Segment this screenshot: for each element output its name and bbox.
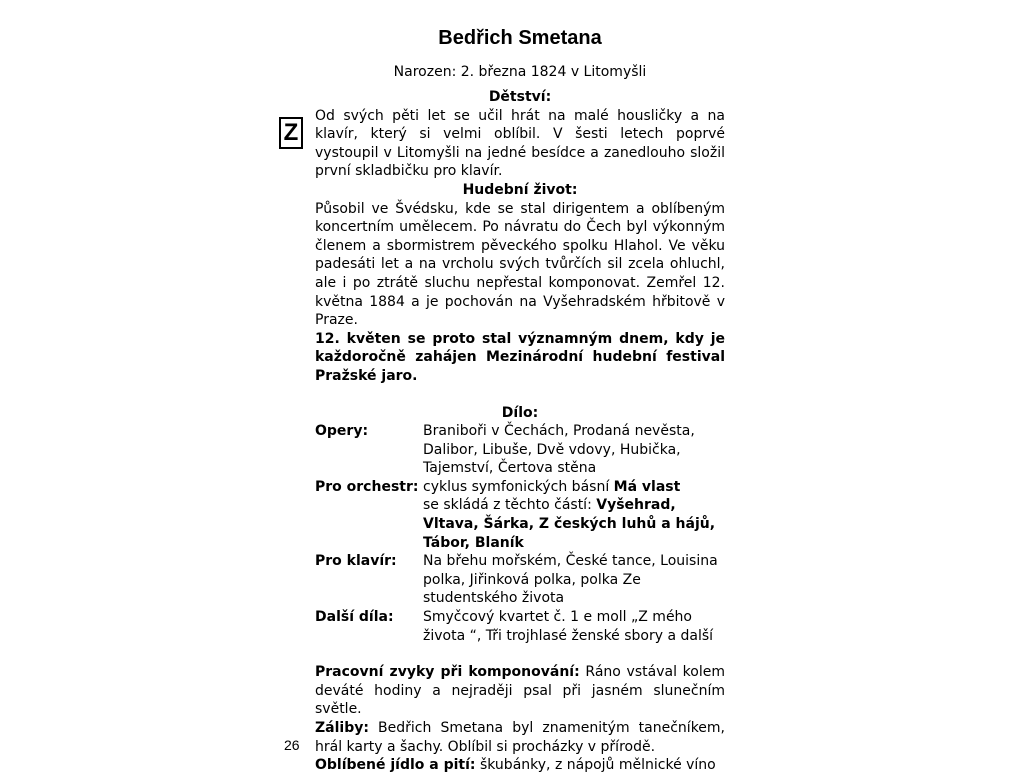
opera-list: Braniboři v Čechách, Prodaná nevěsta, Dalibor, Libuše, Dvě vdovy, Hubička, Tajemství, Čertova stěna [423, 423, 695, 477]
orchestra-list [423, 478, 725, 552]
section-badge: Z [279, 117, 303, 149]
childhood-heading: Dětství: [488, 89, 552, 105]
childhood-text: Od svých pěti let se učil hrát na malé housličky a na klavír, který si velmi oblíbil. V šesti letech poprvé vystoupil v Litomyšli na jedné besídce a zanedlouho složil první skladbičku pro klavír. [315, 107, 725, 180]
orchestra-text-2: se skládá z těchto částí: [423, 497, 597, 514]
orchestra-label: Pro orchestr: [315, 478, 419, 495]
hobbies-label: Záliby: [315, 720, 369, 736]
article-body [315, 88, 725, 775]
music-life-text: Působil ve Švédsku, kde se stal dirigentem a oblíbeným koncertním umělecem. Po návratu do Čech byl výkonným členem a sbormistrem pěveckého spolku Hlahol. Ve věku padesáti let a na vrcholu svých tvůrčích sil zcela ohluchl, ale i po ztrátě sluchu nepřestal komponovat. Zemřel 12. května 1884 a je pochován na Vyšehradském hřbitově v Praze. [315, 200, 725, 329]
habits-text: Ráno vstával kolem deváté hodiny a nejraději psal při jasném slunečním světle. [315, 664, 725, 718]
piano-label: Pro klavír: [315, 553, 397, 570]
birth-info: Narozen: 2. března 1824 v Litomyšli [393, 64, 647, 80]
works-row-other [315, 608, 725, 645]
festival-note: 12. květen se proto stal významným dnem, kdy je každoročně zahájen Mezinárodní hudební festival Pražské jaro. [315, 330, 725, 384]
spacer [315, 645, 725, 663]
page-number: 26 [284, 737, 300, 753]
hobbies-text: Bedřich Smetana byl znamenitým tanečníkem, hrál karty a šachy. Oblíbil si procházky v přírodě. [315, 720, 725, 755]
other-label: Další díla: [315, 609, 394, 626]
food-text: škubánky, z nápojů mělnické víno [475, 757, 716, 774]
other-list: Smyčcový kvartet č. 1 e moll „Z mého života “, Tři trojhlasé ženské sbory a další [423, 609, 714, 644]
food-paragraph [315, 756, 725, 775]
spacer [315, 386, 725, 404]
works-row-opera [315, 422, 725, 478]
ma-vlast-parts: Vyšehrad, Vltava, Šárka, Z českých luhů a hájů, Tábor, Blaník [423, 497, 716, 551]
works-row-piano [315, 552, 725, 608]
ma-vlast-title: Má vlast [613, 478, 681, 495]
food-label: Oblíbené jídlo a pití: [315, 757, 476, 774]
habits-label: Pracovní zvyky při komponování: [315, 664, 580, 681]
piano-list: Na břehu mořském, České tance, Louisina polka, Jiřinková polka, polka Ze studentského života [423, 553, 718, 607]
orchestra-text-1: cyklus symfonických básní [423, 478, 614, 495]
hobbies-paragraph [315, 719, 725, 756]
works-row-orchestra [315, 478, 725, 552]
habits-paragraph [315, 663, 725, 719]
works-heading: Dílo: [501, 404, 539, 421]
opera-label: Opery: [315, 423, 369, 440]
page-title: Bedřich Smetana [438, 27, 602, 49]
music-life-heading: Hudební život: [462, 181, 578, 198]
